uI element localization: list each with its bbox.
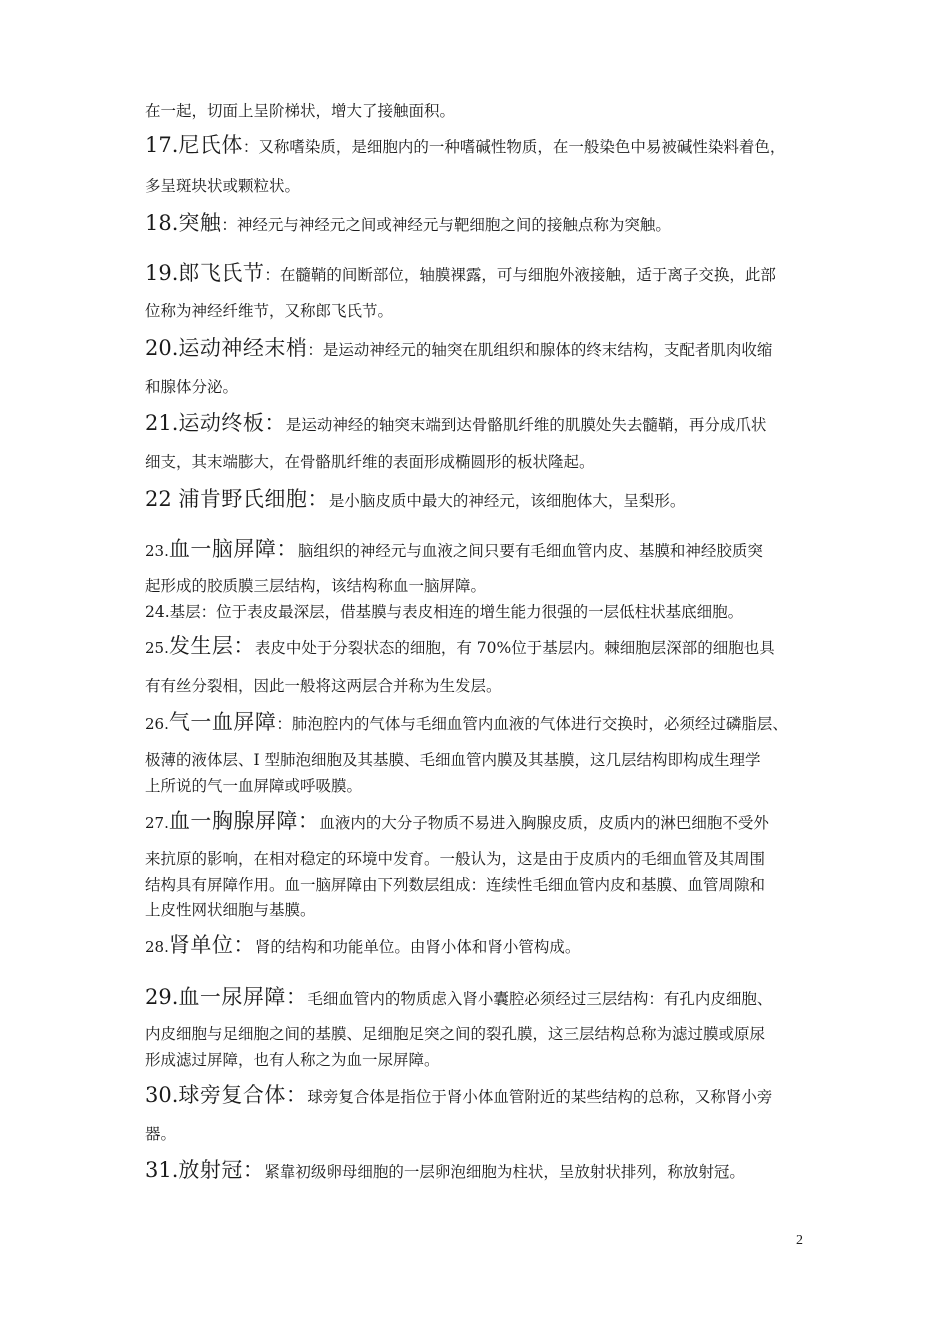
entry-description: 球旁复合体是指位于肾小体血管附近的某些结构的总称，又称肾小旁 [307,1088,773,1106]
definition-20 [145,337,825,361]
definition-18 [145,212,825,236]
entry-number: 28. [145,938,169,956]
entry-term: 血一胸腺屏障： [168,810,320,833]
line-text: 多呈斑块状或颗粒状。 [145,177,301,195]
text-line [145,175,825,197]
text-line [145,874,825,896]
text-line [145,300,825,322]
text-line [145,848,825,870]
entry-description: ：肺泡腔内的气体与毛细血管内血液的气体进行交换时，必须经过磷脂层、 [276,715,788,733]
entry-description: ：又称嗜染质，是细胞内的一种嗜碱性物质，在一般染色中易被碱性染料着色， [242,138,786,156]
entry-number: 22 [145,488,179,511]
entry-number: 27. [145,814,169,832]
entry-description: ：是运动神经元的轴突在肌组织和腺体的终末结构，支配者肌肉收缩 [307,341,773,359]
entry-number: 18. [145,212,179,235]
entry-number: 23. [145,542,169,560]
line-text: 结构具有屏障作用。血一脑屏障由下列数层组成：连续性毛细血管内皮和基膜、血管周隙和 [145,876,766,894]
entry-description: 是运动神经的轴突末端到达骨骼肌纤维的肌膜处失去髓鞘，再分成爪状 [285,416,767,434]
entry-term: 放射冠： [178,1159,265,1182]
definition-21 [145,412,825,436]
line-text: 和腺体分泌。 [145,378,239,396]
definition-19 [145,262,825,286]
definition-28 [145,934,825,958]
entry-description: 血液内的大分子物质不易进入胸腺皮质，皮质内的淋巴细胞不受外 [319,814,769,832]
entry-number: 25. [145,639,169,657]
entry-term: 气一血屏障 [168,711,277,734]
entry-term: 突触 [178,212,222,235]
text-line [145,575,825,597]
entry-description: 紧靠初级卵母细胞的一层卵泡细胞为柱状，呈放射状排列，称放射冠。 [264,1163,745,1181]
entry-term: 浦肯野氏细胞： [178,488,329,511]
entry-term: 球旁复合体： [178,1084,308,1107]
entry-term: 发生层： [168,635,255,658]
entry-number: 30. [145,1084,179,1107]
definition-29 [145,986,825,1010]
entry-number: 26. [145,715,169,733]
text-line [145,376,825,398]
line-text: 位称为神经纤维节，又称郎飞氏节。 [145,302,394,320]
entry-description: 是小脑皮质中最大的神经元，该细胞体大，呈梨形。 [328,492,686,510]
text-line [145,675,825,697]
definition-27 [145,810,825,834]
line-text: 起形成的胶质膜三层结构，该结构称血一脑屏障。 [145,577,487,595]
entry-description: 脑组织的神经元与血液之间只要有毛细血管内皮、基膜和神经胶质突 [297,542,763,560]
entry-number: 29. [145,986,179,1009]
text-line [145,775,825,797]
definition-22 [145,488,825,512]
page-number: 2 [796,1233,803,1248]
text-line [145,899,825,921]
entry-term: 血一尿屏障： [178,986,308,1009]
definition-24 [145,601,825,623]
line-text: 内皮细胞与足细胞之间的基膜、足细胞足突之间的裂孔膜，这三层结构总称为滤过膜或原尿 [145,1025,766,1043]
entry-term: 血一脑屏障： [168,538,298,561]
entry-number: 19. [145,262,179,285]
definition-23 [145,538,825,562]
entry-description: 肾的结构和功能单位。由肾小体和肾小管构成。 [254,938,581,956]
entry-term: 肾单位： [168,934,255,957]
entry-term: 尼氏体 [178,134,243,157]
entry-description: 表皮中处于分裂状态的细胞，有 70%位于基层内。棘细胞层深部的细胞也具 [254,639,775,657]
entry-term: 郎飞氏节 [178,262,265,285]
definition-25 [145,635,825,659]
line-text: 上所说的气一血屏障或呼吸膜。 [145,777,363,795]
definition-30 [145,1084,825,1108]
entry-number: 31. [145,1159,179,1182]
text-line [145,1049,825,1071]
line-text: 细支，其末端膨大，在骨骼肌纤维的表面形成椭圆形的板状隆起。 [145,453,595,471]
entry-term: 运动终板： [178,412,286,435]
line-text: 形成滤过屏障，也有人称之为血一尿屏障。 [145,1051,440,1069]
line-text: 在一起，切面上呈阶梯状，增大了接触面积。 [145,102,456,120]
entry-number: 21. [145,412,179,435]
entry-term: 运动神经末梢 [178,337,308,360]
line-text: 器。 [145,1125,177,1143]
text-line [145,1023,825,1045]
definition-26 [145,711,825,735]
text-line [145,1123,825,1145]
text-line [145,749,825,771]
entry-description: ：神经元与神经元之间或神经元与靶细胞之间的接触点称为突触。 [221,216,671,234]
entry-number: 20. [145,337,179,360]
line-text: 来抗原的影响，在相对稳定的环境中发育。一般认为，这是由于皮质内的毛细血管及其周围 [145,850,766,868]
line-text: 上皮性网状细胞与基膜。 [145,901,316,919]
line-text: 24.基层：位于表皮最深层，借基膜与表皮相连的增生能力很强的一层低柱状基底细胞。 [145,603,744,621]
text-line [145,100,825,122]
text-line [145,451,825,473]
entry-description: 毛细血管内的物质虑入肾小囊腔必须经过三层结构：有孔内皮细胞、 [307,990,773,1008]
line-text: 极薄的液体层、I 型肺泡细胞及其基膜、毛细血管内膜及其基膜，这几层结构即构成生理学 [145,751,761,769]
entry-description: ：在髓鞘的间断部位，轴膜裸露，可与细胞外液接触，适于离子交换，此部 [264,266,776,284]
line-text: 有有丝分裂相，因此一般将这两层合并称为生发层。 [145,677,502,695]
definition-17 [145,134,825,158]
entry-number: 17. [145,134,179,157]
definition-31 [145,1159,825,1183]
